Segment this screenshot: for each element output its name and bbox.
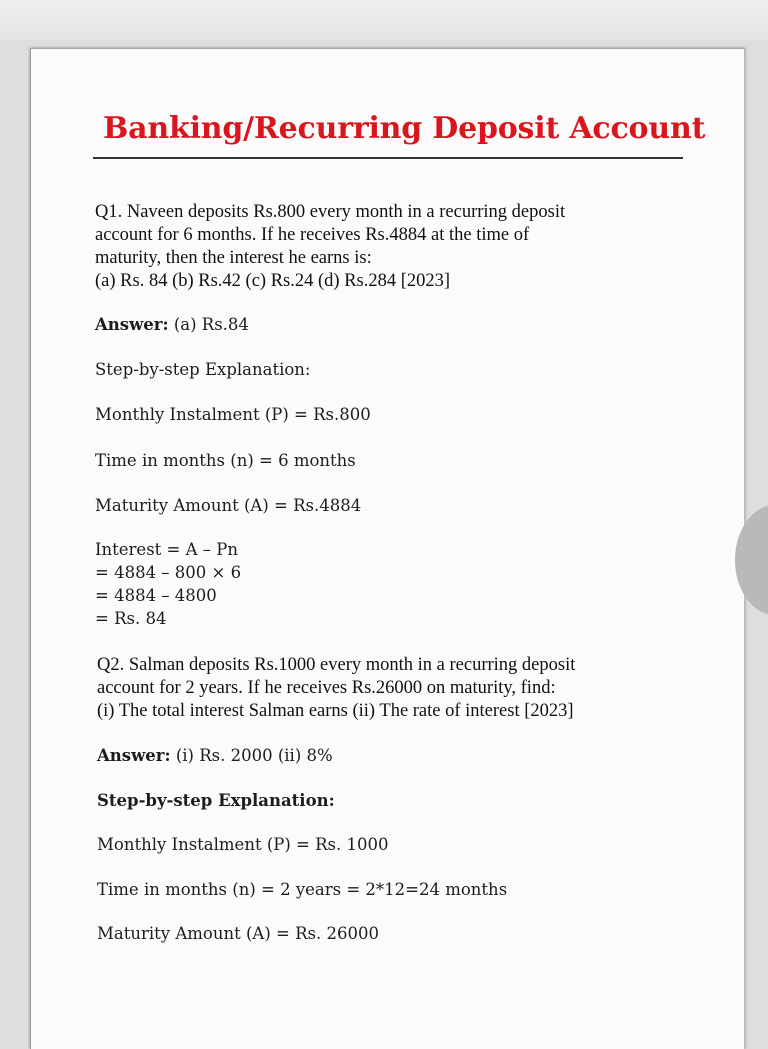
q1-answer-value: (a) Rs.84	[168, 315, 249, 334]
background-top	[0, 0, 768, 40]
q1-step-1: Monthly Instalment (P) = Rs.800	[95, 405, 371, 424]
q2-line-2: account for 2 years. If he receives Rs.26000 on maturity, find:	[97, 678, 556, 698]
q1-calc-4: = Rs. 84	[95, 609, 167, 628]
q1-answer-label: Answer:	[95, 315, 169, 334]
q1-line-3: maturity, then the interest he earns is:	[95, 248, 372, 268]
q1-calc-2: = 4884 – 800 × 6	[95, 563, 242, 582]
document-page	[30, 48, 745, 1049]
q2-step-2: Time in months (n) = 2 years = 2*12=24 months	[97, 880, 508, 899]
q1-calc-1: Interest = A – Pn	[95, 540, 238, 559]
q2-explanation-heading: Step-by-step Explanation:	[97, 791, 335, 810]
q1-answer	[95, 314, 249, 336]
q1-step-3: Maturity Amount (A) = Rs.4884	[95, 496, 362, 515]
q1-calc-3: = 4884 – 4800	[95, 586, 217, 605]
q2-step-3: Maturity Amount (A) = Rs. 26000	[97, 924, 379, 943]
document-title: Banking/Recurring Deposit Account	[103, 111, 706, 146]
q2-answer	[97, 745, 333, 767]
q2-answer-label: Answer:	[97, 746, 171, 765]
q2-line-1: Q2. Salman deposits Rs.1000 every month in a recurring deposit	[97, 655, 576, 675]
q1-explanation-heading: Step-by-step Explanation:	[95, 360, 311, 379]
title-underline	[93, 157, 683, 159]
q1-line-4: (a) Rs. 84 (b) Rs.42 (c) Rs.24 (d) Rs.284 [2023]	[95, 271, 451, 291]
q2-answer-value: (i) Rs. 2000 (ii) 8%	[170, 746, 333, 765]
q1-line-1: Q1. Naveen deposits Rs.800 every month in a recurring deposit	[95, 202, 566, 222]
q2-line-3: (i) The total interest Salman earns (ii) The rate of interest [2023]	[97, 701, 574, 721]
q1-line-2: account for 6 months. If he receives Rs.4884 at the time of	[95, 225, 530, 245]
q2-step-1: Monthly Instalment (P) = Rs. 1000	[97, 835, 389, 854]
q1-step-2: Time in months (n) = 6 months	[95, 451, 356, 470]
